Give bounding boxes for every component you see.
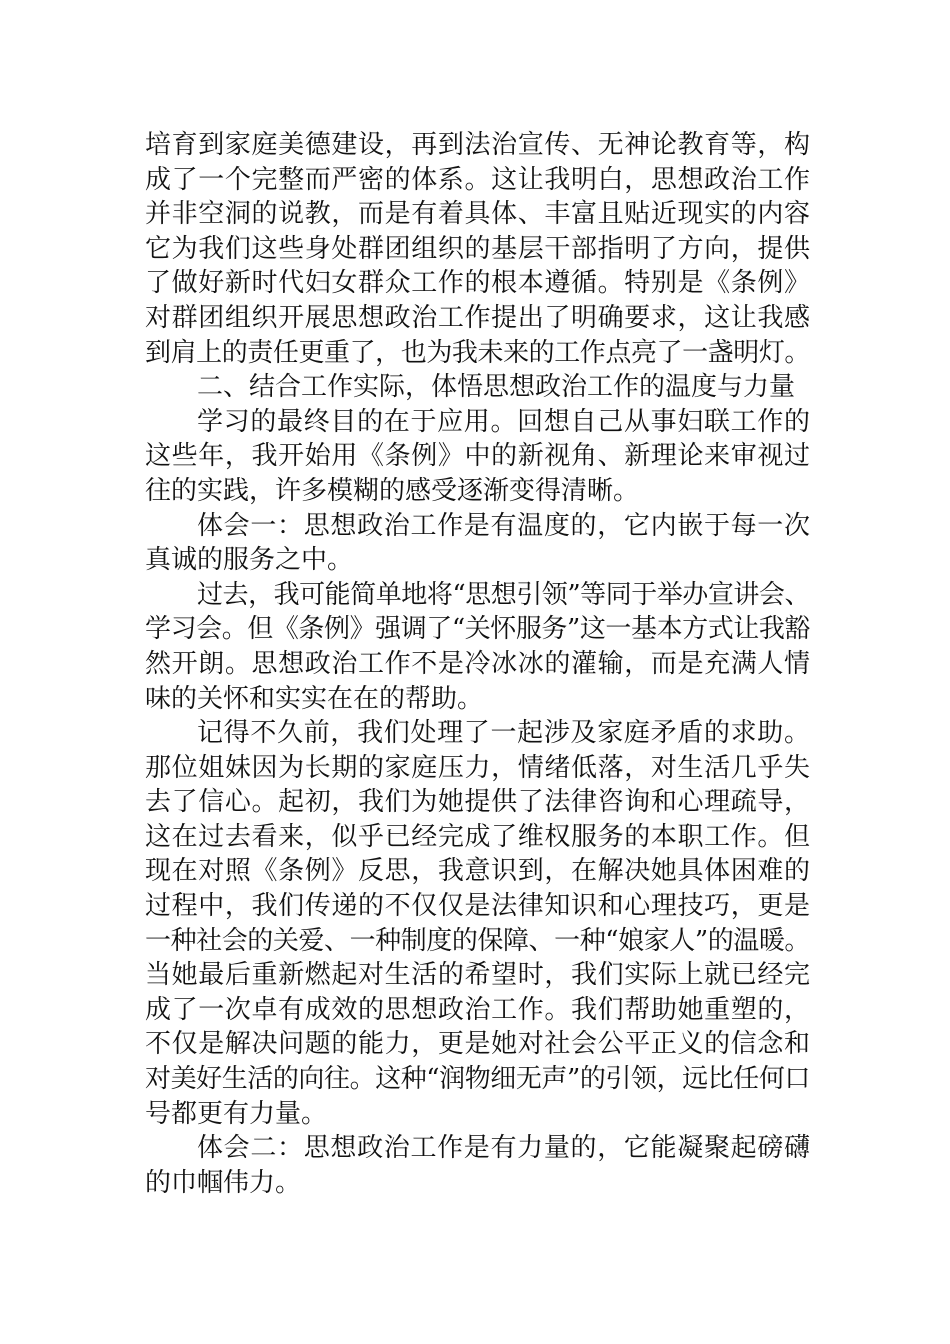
body-text — [145, 128, 810, 1200]
text-line: 号都更有力量。 — [145, 1098, 328, 1129]
text-line: 体会一：思想政治工作是有温度的，它内嵌于每一次 — [197, 510, 810, 541]
text-line: 培育到家庭美德建设，再到法治宣传、无神论教育等，构 — [145, 130, 810, 160]
text-line: 过去，我可能简单地将“思想引领”等同于举办宣讲会、 — [197, 579, 810, 610]
text-line: 它为我们这些身处群团组织的基层干部指明了方向，提供 — [145, 233, 810, 264]
text-line: 当她最后重新燃起对生活的希望时，我们实际上就已经完 — [145, 960, 810, 991]
text-line: 这些年，我开始用《条例》中的新视角、新理论来审视过 — [145, 441, 810, 472]
text-line: 现在对照《条例》反思，我意识到，在解决她具体困难的 — [145, 856, 810, 887]
text-line: 成了一个完整而严密的体系。这让我明白，思想政治工作 — [145, 164, 810, 195]
text-line: 学习会。但《条例》强调了“关怀服务”这一基本方式让我豁 — [145, 614, 810, 645]
text-line: 这在过去看来，似乎已经完成了维权服务的本职工作。但 — [145, 821, 810, 852]
text-line: 对群团组织开展思想政治工作提出了明确要求，这让我感 — [145, 302, 810, 333]
text-line: 并非空洞的说教，而是有着具体、丰富且贴近现实的内容 — [145, 199, 810, 230]
text-line: 不仅是解决问题的能力，更是她对社会公平正义的信念和 — [145, 1029, 810, 1060]
text-line: 一种社会的关爱、一种制度的保障、一种“娘家人”的温暖。 — [145, 925, 810, 956]
text-line: 然开朗。思想政治工作不是冷冰冰的灌输，而是充满人情 — [145, 648, 810, 679]
text-line: 味的关怀和实实在在的帮助。 — [145, 683, 484, 714]
text-line: 往的实践，许多模糊的感受逐渐变得清晰。 — [145, 475, 640, 506]
text-line: 对美好生活的向往。这种“润物细无声”的引领，远比任何口 — [145, 1064, 810, 1095]
text-line: 成了一次卓有成效的思想政治工作。我们帮助她重塑的， — [145, 994, 810, 1025]
text-line: 去了信心。起初，我们为她提供了法律咨询和心理疏导， — [145, 787, 810, 818]
section-heading: 二、结合工作实际，体悟思想政治工作的温度与力量 — [197, 372, 796, 403]
text-line: 到肩上的责任更重了，也为我未来的工作点亮了一盏明灯。 — [145, 337, 810, 368]
text-line: 那位姐妹因为长期的家庭压力，情绪低落，对生活几乎失 — [145, 752, 810, 783]
text-line: 了做好新时代妇女群众工作的根本遵循。特别是《条例》 — [145, 268, 810, 299]
text-line: 的巾帼伟力。 — [145, 1167, 302, 1198]
text-line: 记得不久前，我们处理了一起涉及家庭矛盾的求助。 — [197, 718, 810, 749]
text-line: 体会二：思想政治工作是有力量的，它能凝聚起磅礴 — [197, 1133, 810, 1164]
text-line: 过程中，我们传递的不仅仅是法律知识和心理技巧，更是 — [145, 891, 810, 922]
text-line: 学习的最终目的在于应用。回想自己从事妇联工作的 — [197, 406, 810, 437]
text-line: 真诚的服务之中。 — [145, 545, 354, 576]
